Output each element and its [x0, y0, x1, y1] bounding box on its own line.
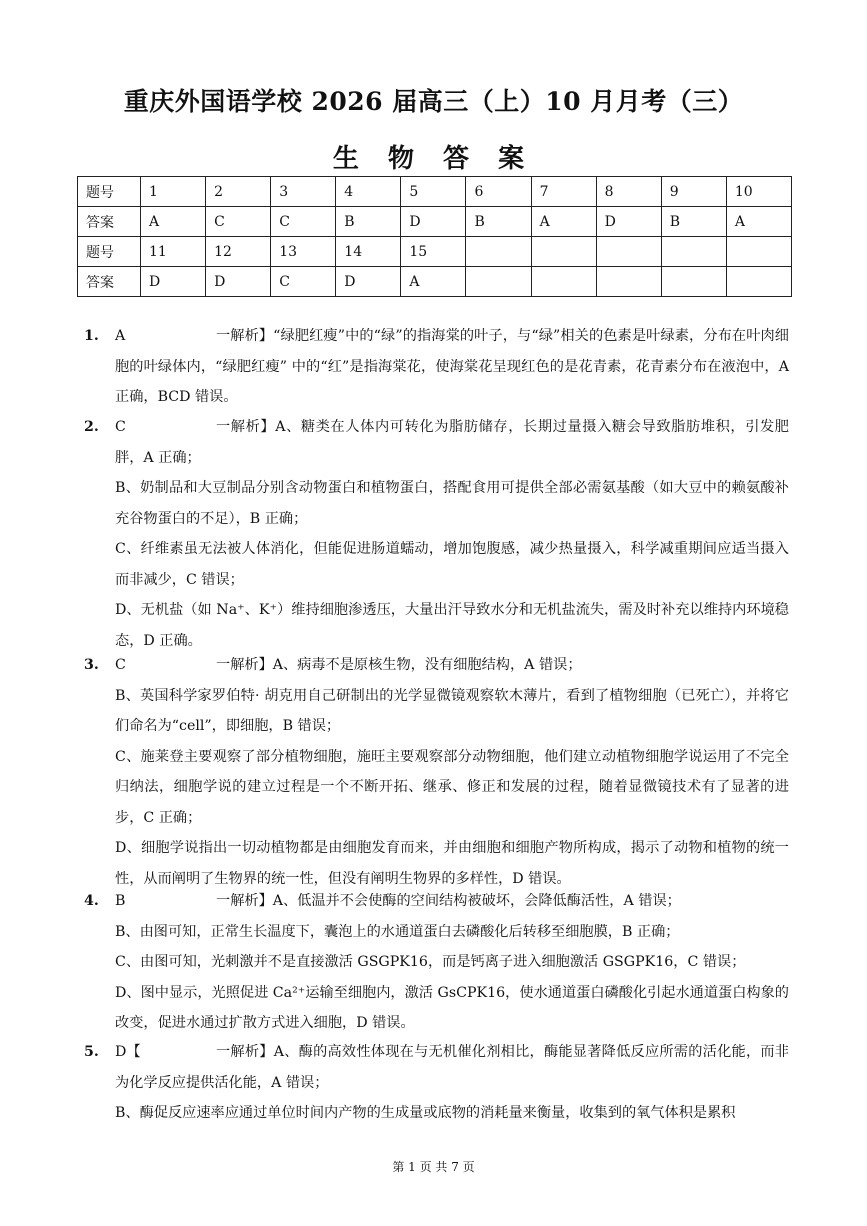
- answer-table-row-header: 题号: [78, 237, 141, 267]
- question-explanation: 一解析】A、病毒不是原核生物，没有细胞结构，A 错误；: [216, 657, 582, 673]
- option-d-explanation: D、图中显示，光照促进 Ca²⁺运输至细胞内，激活 GsCPK16，使水通道蛋白磷酸化引起水通道蛋白构象的改变，促进水通过扩散方式进入细胞，D 错误。: [115, 984, 789, 1031]
- answer-table: [77, 176, 792, 297]
- answer-table-cell: D: [401, 207, 466, 237]
- question-answer: B: [115, 893, 126, 909]
- option-d-explanation: D、无机盐（如 Na⁺、K⁺）维持细胞渗透压，大量出汗导致水分和无机盐流失，需及时补充以维持内环境稳态，D 正确。: [115, 602, 789, 649]
- answer-table-cell: A: [141, 207, 206, 237]
- answer-table-cell: D: [596, 207, 661, 237]
- answer-table-cell: A: [726, 207, 791, 237]
- answer-table-row-header: 答案: [78, 207, 141, 237]
- answer-table-cell: D: [141, 267, 206, 297]
- question-answer: C: [115, 419, 126, 435]
- question-2: [84, 412, 789, 656]
- answer-table-cell: [531, 267, 596, 297]
- question-answer: A: [115, 328, 126, 344]
- question-number: 5.: [84, 1044, 99, 1060]
- answer-table-cell: [726, 267, 791, 297]
- answer-table-cell: C: [271, 207, 336, 237]
- answer-table-cell: B: [661, 207, 726, 237]
- option-d-explanation: D、细胞学说指出一切动植物都是由细胞发育而来，并由细胞和细胞产物所构成，揭示了动物和植物的统一性，从而阐明了生物界的统一性，但没有阐明生物界的多样性，D 错误。: [115, 840, 789, 887]
- option-c-explanation: C、由图可知，光刺激并不是直接激活 GSGPK16，而是钙离子进入细胞激活 GSGPK16，C 错误；: [115, 954, 746, 970]
- option-b-explanation: B、酶促反应速率应通过单位时间内产物的生成量或底物的消耗量来衡量，收集到的氧气体积是累积: [115, 1105, 736, 1121]
- answer-table-cell: [466, 267, 531, 297]
- question-1: [84, 321, 789, 413]
- option-c-explanation: C、施莱登主要观察了部分植物细胞，施旺主要观察部分动物细胞，他们建立动植物细胞学说运用了不完全归纳法，细胞学说的建立过程是一个不断开拓、继承、修正和发展的过程，随着显微镜技术有了显著的进步，C 正确；: [115, 748, 789, 826]
- option-c-explanation: C、纤维素虽无法被人体消化，但能促进肠道蠕动，增加饱腹感，减少热量摄入，科学减重期间应适当摄入而非减少，C 错误；: [115, 541, 789, 588]
- option-b-explanation: B、奶制品和大豆制品分别含动物蛋白和植物蛋白，搭配食用可提供全部必需氨基酸（如大豆中的赖氨酸补充谷物蛋白的不足），B 正确；: [115, 480, 789, 527]
- answer-table-cell: D: [336, 267, 401, 297]
- answer-table-cell: 10: [726, 177, 791, 207]
- page-footer: 第 1 页 共 7 页: [392, 1160, 475, 1174]
- answer-table-cell: [661, 237, 726, 267]
- answer-table-cell: A: [531, 207, 596, 237]
- answer-table-cell: A: [401, 267, 466, 297]
- answer-table-cell: 3: [271, 177, 336, 207]
- option-b-explanation: B、由图可知，正常生长温度下，囊泡上的水通道蛋白去磷酸化后转移至细胞膜，B 正确；: [115, 923, 680, 940]
- answer-table-row: [78, 207, 792, 237]
- answer-table-cell: 15: [401, 237, 466, 267]
- page-title: 重庆外国语学校 2026 届高三（上）10 月月考（三）: [123, 87, 744, 116]
- answer-table-cell: B: [466, 207, 531, 237]
- answer-table-row-header: 答案: [78, 267, 141, 297]
- answer-table-cell: 1: [141, 177, 206, 207]
- answer-table-cell: [596, 267, 661, 297]
- answer-table-cell: 5: [401, 177, 466, 207]
- answer-table-cell: 12: [206, 237, 271, 267]
- answer-table-cell: C: [271, 267, 336, 297]
- question-number: 1.: [84, 328, 99, 344]
- answer-table-row-header: 题号: [78, 177, 141, 207]
- answer-table-cell: [661, 267, 726, 297]
- option-b-explanation: B、英国科学家罗伯特· 胡克用自己研制出的光学显微镜观察软木薄片，看到了植物细胞（已死亡），并将它们命名为“cell”，即细胞，B 错误；: [115, 687, 789, 734]
- answer-table-cell: [596, 237, 661, 267]
- answer-table-cell: B: [336, 207, 401, 237]
- answer-table-cell: 14: [336, 237, 401, 267]
- answer-table-cell: 9: [661, 177, 726, 207]
- question-answer: D【: [115, 1044, 141, 1060]
- question-explanation: 一解析】A、糖类在人体内可转化为脂肪储存，长期过量摄入糖会导致脂肪堆积，引发肥胖，A 正确；: [115, 419, 789, 466]
- question-3: [84, 650, 789, 894]
- question-explanation: 一解析】A、低温并不会使酶的空间结构被破坏，会降低酶活性，A 错误；: [216, 893, 681, 909]
- answer-table-cell: D: [206, 267, 271, 297]
- question-explanation: 一解析】“绿肥红瘦”中的“绿”的指海棠的叶子，与“绿”相关的色素是叶绿素，分布在叶肉细胞的叶绿体内，“绿肥红瘦” 中的“红”是指海棠花，使海棠花呈现红色的是花青素，花青素分布在液泡中，A 正确，BCD 错误。: [115, 328, 789, 405]
- answer-table-cell: 8: [596, 177, 661, 207]
- page-subtitle: 生 物 答 案: [332, 144, 535, 174]
- answer-table-cell: 4: [336, 177, 401, 207]
- answer-table-cell: [466, 237, 531, 267]
- answer-table-cell: 11: [141, 237, 206, 267]
- answer-table-cell: C: [206, 207, 271, 237]
- answer-table-cell: 13: [271, 237, 336, 267]
- question-number: 2.: [84, 419, 99, 435]
- answer-table-row: [78, 267, 792, 297]
- answer-table-cell: 2: [206, 177, 271, 207]
- answer-table-cell: [531, 237, 596, 267]
- question-5: [84, 1037, 789, 1129]
- question-number: 3.: [84, 657, 99, 673]
- answer-table-cell: 6: [466, 177, 531, 207]
- answer-table-cell: 7: [531, 177, 596, 207]
- answer-table-cell: [726, 237, 791, 267]
- question-number: 4.: [84, 893, 99, 909]
- answer-table-row: [78, 177, 792, 207]
- question-4: [84, 886, 789, 1039]
- answer-table-row: [78, 237, 792, 267]
- question-answer: C: [115, 657, 126, 673]
- question-explanation: 一解析】A、酶的高效性体现在与无机催化剂相比，酶能显著降低反应所需的活化能，而非为化学反应提供活化能，A 错误；: [115, 1044, 789, 1091]
